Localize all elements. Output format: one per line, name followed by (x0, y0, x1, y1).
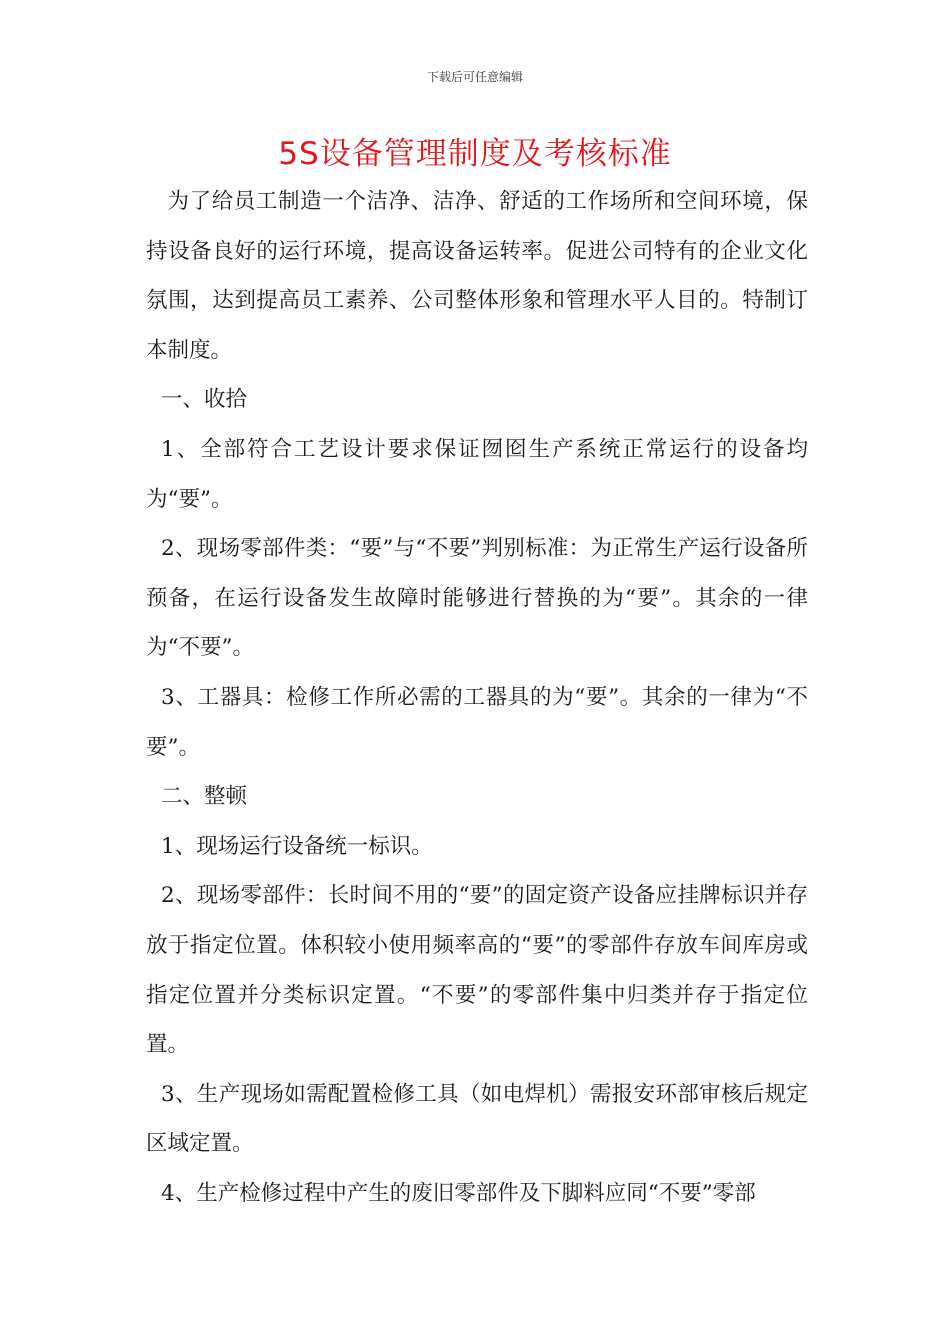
paragraph-1-2: 2、现场零部件类：“要”与“不要”判别标准：为正常生产运行设备所预备，在运行设备发生故障时能够进行替换的为“要”。其余的一律为“不要”。 (146, 536, 808, 661)
section-heading-1: 一、收拾 (161, 387, 248, 413)
paragraph-2-1: 1、现场运行设备统一标识。 (161, 833, 433, 859)
section-heading-2: 二、整顿 (161, 784, 248, 810)
paragraph-2-3: 3、生产现场如需配置检修工具（如电焊机）需报安环部审核后规定区域定置。 (146, 1081, 808, 1157)
document-title: 5S设备管理制度及考核标准 (278, 136, 672, 172)
paragraph-2-4: 4、生产检修过程中产生的废旧零部件及下脚料应同“不要”零部 (161, 1180, 756, 1206)
paragraph-1-1: 1、全部符合工艺设计要求保证囫囵生产系统正常运行的设备均为“要”。 (146, 436, 808, 512)
document-body (146, 177, 808, 1218)
intro-paragraph: 为了给员工制造一个洁净、洁净、舒适的工作场所和空间环境，保持设备良好的运行环境，提高设备运转率。促进公司特有的企业文化氛围，达到提高员工素养、公司整体形象和管理水平人目的。特制订本制度。 (146, 189, 808, 363)
header-note: 下载后可任意编辑 (426, 70, 523, 84)
paragraph-1-3: 3、工器具：检修工作所必需的工器具的为“要”。其余的一律为“不要”。 (146, 684, 808, 760)
paragraph-2-2: 2、现场零部件：长时间不用的“要”的固定资产设备应挂牌标识并存放于指定位置。体积较小使用频率高的“要”的零部件存放车间库房或指定位置并分类标识定置。“不要”的零部件集中归类并存于指定位置。 (146, 883, 808, 1058)
